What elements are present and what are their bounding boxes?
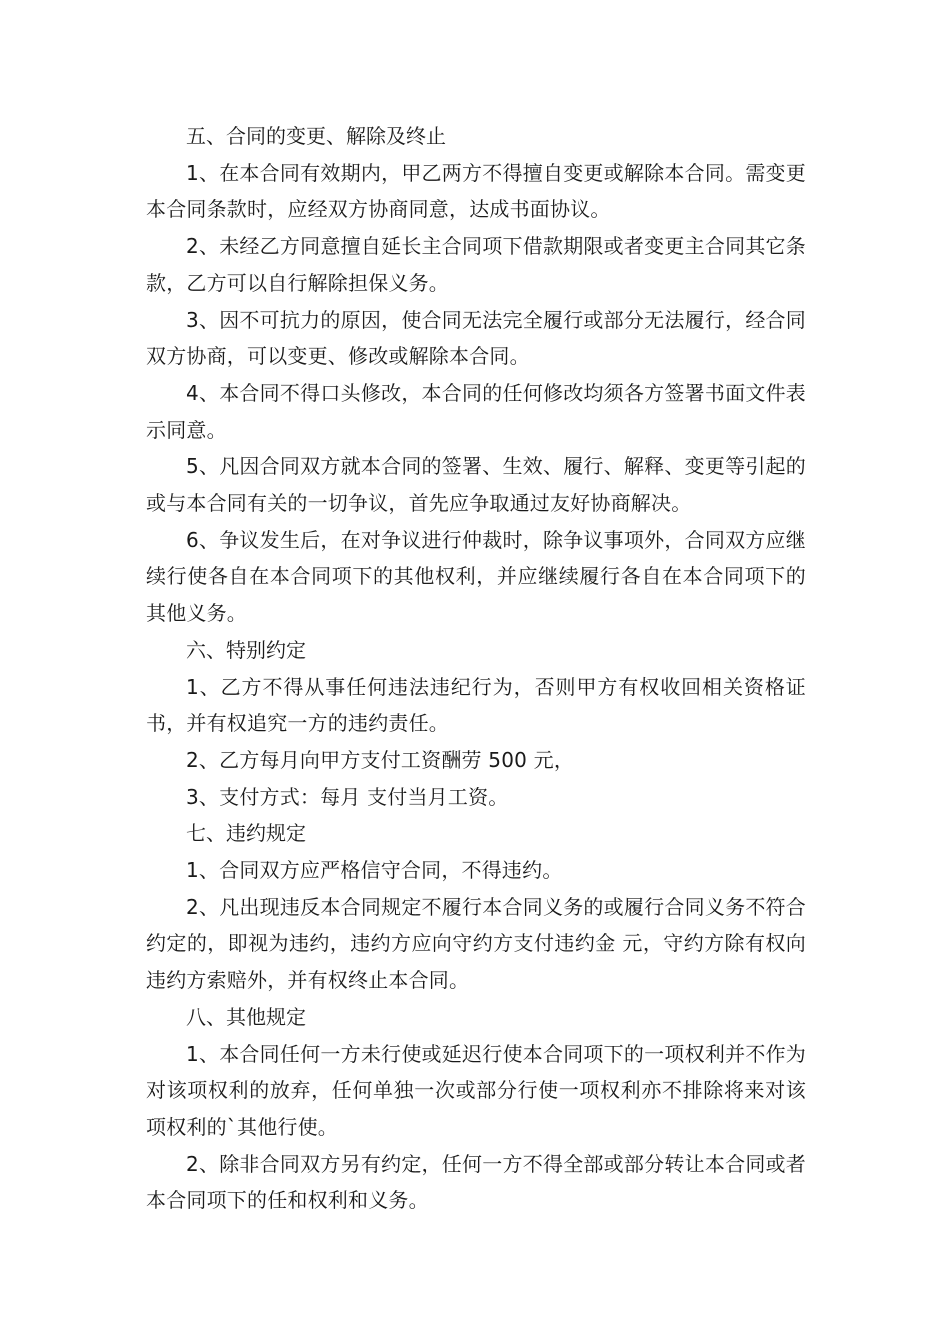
clause-5-6: 6、争议发生后，在对争议进行仲裁时，除争议事项外，合同双方应继续行使各自在本合同项下的其他权利，并应继续履行各自在本合同项下的其他义务。 <box>146 527 806 626</box>
clause-5-1: 1、在本合同有效期内，甲乙两方不得擅自变更或解除本合同。需变更本合同条款时，应经双方协商同意，达成书面协议。 <box>146 160 806 222</box>
clause-5-3: 3、因不可抗力的原因，使合同无法完全履行或部分无法履行，经合同双方协商，可以变更、修改或解除本合同。 <box>146 307 806 369</box>
section-heading-6: 六、特别约定 <box>186 637 306 662</box>
section-heading-8: 八、其他规定 <box>186 1004 306 1029</box>
clause-8-1: 1、本合同任何一方未行使或延迟行使本合同项下的一项权利并不作为对该项权利的放弃，任何单独一次或部分行使一项权利亦不排除将来对该项权利的`其他行使。 <box>146 1041 806 1139</box>
document-page <box>146 118 806 1219</box>
clause-8-2: 2、除非合同双方另有约定，任何一方不得全部或部分转让本合同或者本合同项下的任和权利和义务。 <box>146 1151 806 1213</box>
clause-7-1: 1、合同双方应严格信守合同，不得违约。 <box>186 858 563 883</box>
clause-5-4: 4、本合同不得口头修改，本合同的任何修改均须各方签署书面文件表示同意。 <box>146 380 806 442</box>
clause-5-2: 2、未经乙方同意擅自延长主合同项下借款期限或者变更主合同其它条款，乙方可以自行解除担保义务。 <box>146 234 806 295</box>
clause-6-1: 1、乙方不得从事任何违法违纪行为，否则甲方有权收回相关资格证书，并有权追究一方的违约责任。 <box>146 674 806 736</box>
clause-7-2: 2、凡出现违反本合同规定不履行本合同义务的或履行合同义务不符合约定的，即视为违约，违约方应向守约方支付违约金 元，守约方除有权向违约方索赔外，并有权终止本合同。 <box>146 894 806 993</box>
clause-6-2: 2、乙方每月向甲方支付工资酬劳 500 元， <box>186 747 575 772</box>
clause-5-5: 5、凡因合同双方就本合同的签署、生效、履行、解释、变更等引起的或与本合同有关的一切争议，首先应争取通过友好协商解决。 <box>146 454 806 516</box>
clause-6-3: 3、支付方式：每月 支付当月工资。 <box>186 784 509 809</box>
section-heading-5: 五、合同的变更、解除及终止 <box>186 124 446 148</box>
section-heading-7: 七、违约规定 <box>186 821 306 846</box>
